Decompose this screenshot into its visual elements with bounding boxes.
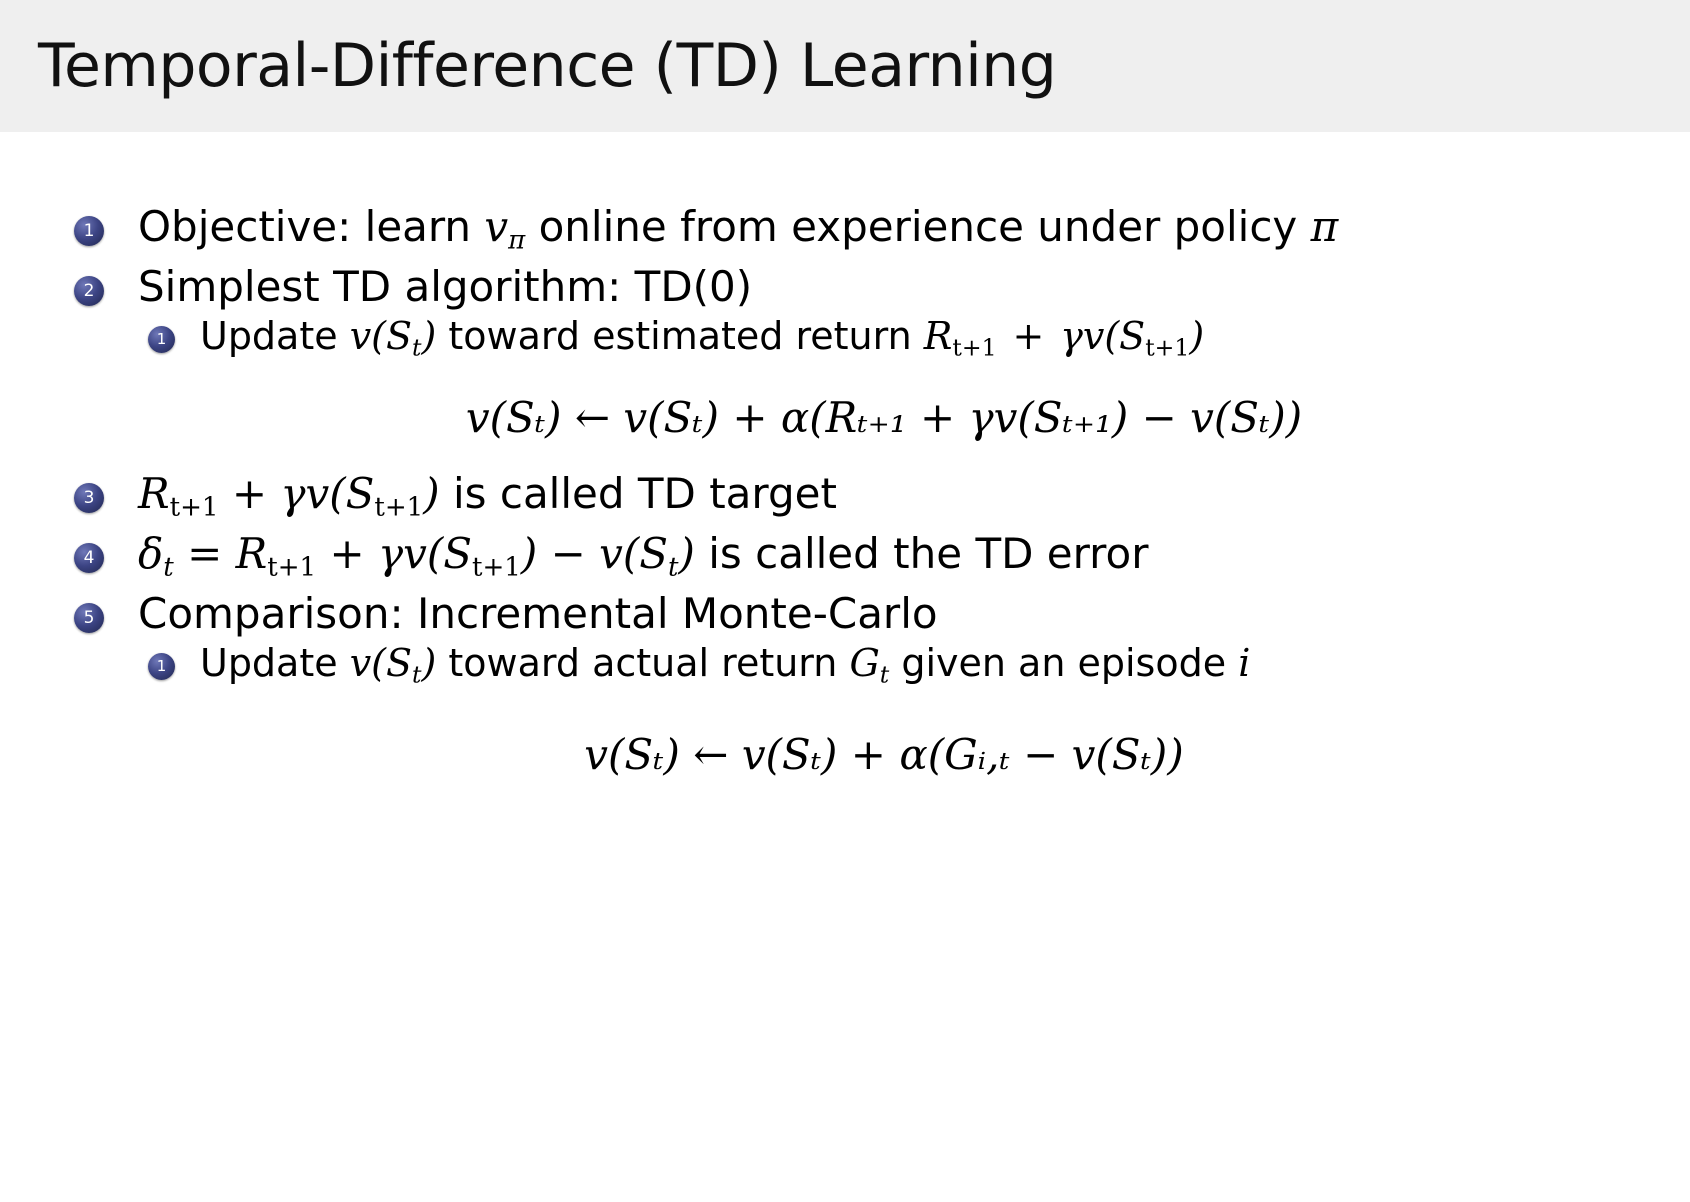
bullet-number-4: 4 [74, 543, 104, 573]
item-5-text: Comparison: Incremental Monte-Carlo [138, 589, 938, 639]
bullet-list-level2-td0 [138, 313, 1630, 362]
item-4-math-delta-sub: t [163, 552, 174, 583]
bullet-number-2-1: 1 [148, 326, 175, 353]
item-3-math-r-sub: t+1 [169, 491, 219, 522]
item-3-math-r: R [138, 468, 170, 518]
item-4-math-delta: δ [138, 529, 164, 579]
item-3-math-mid: + γv(S [218, 468, 375, 518]
item-1-math-pi: π [1310, 202, 1339, 251]
list-item-comparison-mc [66, 589, 1630, 780]
item-1-math-v: v [484, 202, 509, 251]
item-4-math-tail-end: ) [678, 529, 695, 579]
item-4-math-mid: + γv(S [316, 529, 473, 579]
list-item-objective [66, 204, 1630, 254]
list-item-td-error [66, 531, 1630, 581]
slide-content [0, 132, 1690, 778]
sub-5-1-math-i: i [1238, 640, 1251, 685]
sub-5-1-math-g: G [849, 640, 880, 685]
item-4-text: is called the TD error [694, 529, 1149, 579]
bullet-number-5: 5 [74, 603, 104, 633]
bullet-number-3: 3 [74, 483, 104, 513]
item-4-math-tail-sub: t [668, 552, 679, 583]
bullet-number-5-1: 1 [148, 653, 175, 680]
sub-2-1-text-b: toward estimated return [436, 313, 924, 358]
sub-5-1-math-v-sub: t [412, 660, 422, 689]
item-1-text-a: Objective: learn [138, 202, 485, 251]
sub-5-1-math-v-end: ) [421, 640, 437, 685]
sub-2-1-plus: + [1000, 313, 1057, 358]
item-1-math-v-sub: π [508, 225, 526, 256]
item-3-math-mid-end: ) [423, 468, 440, 518]
sub-2-1-math-r: R [923, 313, 953, 358]
sub-5-1-text-b: toward actual return [436, 640, 850, 685]
bullet-list-level2-mc [138, 640, 1630, 689]
sub-2-1-math-v-sub: t [412, 333, 422, 362]
item-4-math-eq: = R [173, 529, 268, 579]
sub-5-1-text-c: given an episode [889, 640, 1239, 685]
bullet-list-level1 [66, 204, 1630, 778]
list-item-simplest-td [66, 262, 1630, 443]
sub-2-1-math-v-end: ) [421, 313, 437, 358]
sub-2-1-math-v: v(S [349, 313, 413, 358]
page-title: Temporal-Difference (TD) Learning [38, 31, 1057, 101]
item-2-text: Simplest TD algorithm: TD(0) [138, 262, 753, 312]
equation-mc: v(Sₜ) ← v(Sₜ) + α(Gᵢ,ₜ − v(Sₜ)) [584, 730, 1184, 780]
sub-2-1-math-r-sub: t+1 [952, 333, 997, 362]
sub-2-1-text-a: Update [200, 313, 350, 358]
bullet-number-1: 1 [74, 216, 104, 246]
sub-2-1-math-gv: γv(S [1060, 313, 1146, 358]
item-4-math-mid-sub: t+1 [472, 552, 521, 583]
list-item-td-target [66, 468, 1630, 522]
item-1-text-b: online from experience under policy [525, 202, 1311, 251]
list-item-update-actual-return [138, 640, 1630, 689]
list-item-update-estimated-return [138, 313, 1630, 362]
slide-title-bar [0, 0, 1690, 132]
item-4-math-eq-sub: t+1 [267, 552, 317, 583]
sub-5-1-math-g-sub: t [879, 660, 890, 689]
sub-2-1-math-gv-sub: t+1 [1145, 333, 1190, 362]
item-4-math-mid-end: ) − v(S [520, 529, 669, 579]
sub-5-1-math-v: v(S [349, 640, 413, 685]
equation-td0: v(Sₜ) ← v(Sₜ) + α(Rₜ₊₁ + γv(Sₜ₊₁) − v(Sₜ)) [465, 393, 1303, 443]
bullet-number-2: 2 [74, 276, 104, 306]
item-3-text: is called TD target [439, 468, 837, 518]
item-3-math-mid-sub: t+1 [374, 491, 424, 522]
sub-2-1-math-gv-end: ) [1189, 313, 1205, 358]
sub-5-1-text-a: Update [200, 640, 350, 685]
